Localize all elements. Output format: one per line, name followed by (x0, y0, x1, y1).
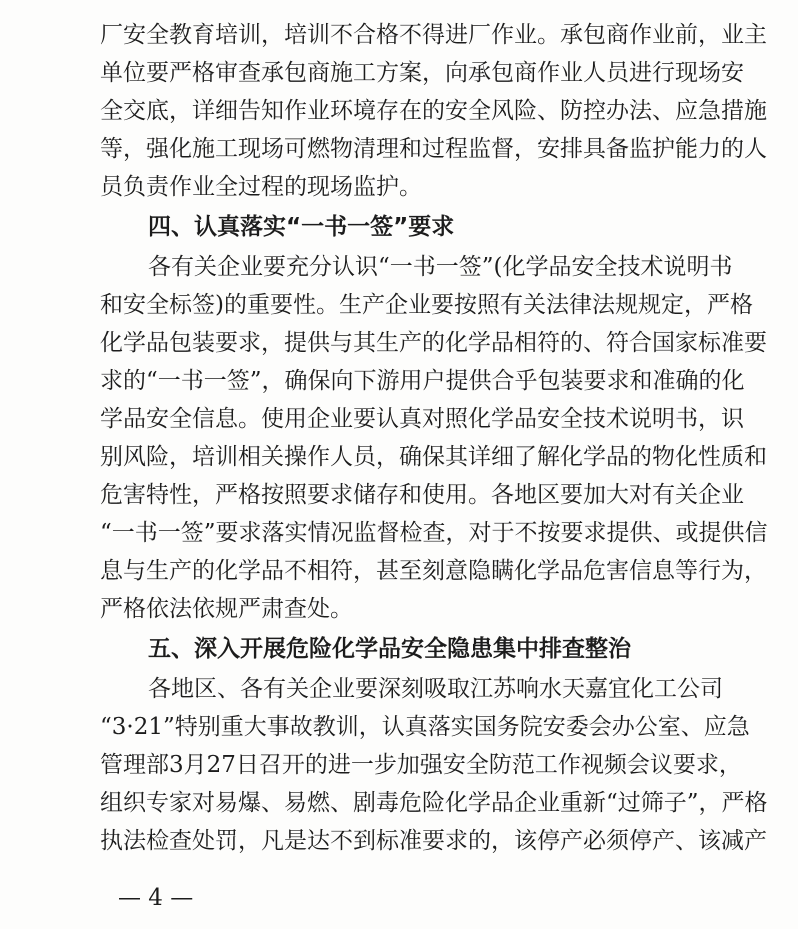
body-text-line: 严格依法依规严肃查处。 (100, 596, 353, 622)
body-text-line: 执法检查处罚，凡是达不到标准要求的，该停产必须停产、该减产 (100, 828, 767, 854)
body-text-line: 和安全标签)的重要性。生产企业要按照有关法律法规规定，严格 (100, 292, 753, 318)
body-text-line: 全交底，详细告知作业环境存在的安全风险、防控办法、应急措施 (100, 98, 767, 124)
body-text-line: 求的“一书一签”，确保向下游用户提供合乎包装要求和准确的化 (100, 368, 745, 394)
body-text-line: 各地区、各有关企业要深刻吸取江苏响水天嘉宜化工公司 (148, 676, 723, 702)
body-text-line: 别风险，培训相关操作人员，确保其详细了解化学品的物化性质和 (100, 444, 767, 470)
section-heading-5: 五、深入开展危险化学品安全隐患集中排查整治 (148, 636, 631, 662)
body-text-line: 等，强化施工现场可燃物清理和过程监督，安排具备监护能力的人 (100, 136, 767, 162)
body-text-line: 各有关企业要充分认识“一书一签”(化学品安全技术说明书 (148, 254, 733, 280)
section-heading-4: 四、认真落实“一书一签”要求 (148, 214, 455, 240)
body-text-line: 员负责作业全过程的现场监护。 (100, 174, 422, 200)
body-text-line: “一书一签”要求落实情况监督检查，对于不按要求提供、或提供信 (100, 520, 768, 546)
body-text-line: 危害特性，严格按照要求储存和使用。各地区要加大对有关企业 (100, 482, 744, 508)
body-text-line: 厂安全教育培训，培训不合格不得进厂作业。承包商作业前，业主 (100, 22, 767, 48)
body-text-line: “3·21”特别重大事故教训，认真落实国务院安委会办公室、应急 (100, 714, 750, 740)
body-text-line: 组织专家对易爆、易燃、剧毒危险化学品企业重新“过筛子”，严格 (100, 790, 768, 816)
body-text-line: 单位要严格审查承包商施工方案，向承包商作业人员进行现场安 (100, 60, 744, 86)
body-text-line: 化学品包装要求，提供与其生产的化学品相符的、符合国家标准要 (100, 330, 767, 356)
body-text-line: 息与生产的化学品不相符，甚至刻意隐瞒化学品危害信息等行为， (100, 558, 767, 584)
body-text-line: 管理部3月27日召开的进一步加强安全防范工作视频会议要求， (100, 752, 742, 778)
body-text-line: 学品安全信息。使用企业要认真对照化学品安全技术说明书，识 (100, 406, 744, 432)
page-number: — 4 — (118, 885, 194, 911)
